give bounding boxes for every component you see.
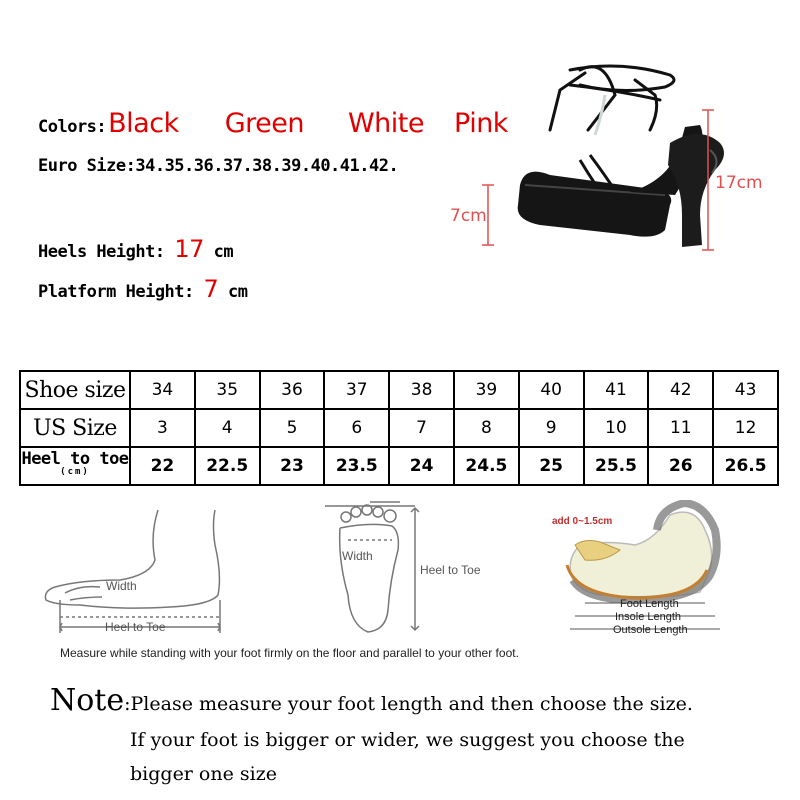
us-size-cell: 3	[130, 409, 195, 447]
top-width-label: Width	[342, 549, 373, 563]
platform-height-label: Platform Height:	[38, 282, 194, 302]
shoe-size-cell: 36	[260, 371, 325, 409]
euro-size-label: Euro Size:	[38, 156, 136, 176]
shoe-size-cell: 38	[389, 371, 454, 409]
us-size-cell: 6	[324, 409, 389, 447]
side-heel-to-toe-label: Heel to Toe	[105, 620, 166, 634]
measure-instructions: Measure while standing with your foot firmly on the floor and parallel to your other foot.	[60, 646, 519, 660]
euro-size-value: 34.35.36.37.38.39.40.41.42.	[135, 156, 399, 176]
note-text-3: bigger one size	[130, 763, 277, 785]
heel-to-toe-cell: 23.5	[324, 447, 389, 485]
color-white: White	[347, 108, 424, 139]
us-size-cell: 12	[713, 409, 778, 447]
shoe-size-cell: 35	[195, 371, 260, 409]
heel-to-toe-cell: 24	[389, 447, 454, 485]
us-size-cell: 7	[389, 409, 454, 447]
platform-height-row	[38, 275, 248, 303]
top-foot-diagram	[320, 500, 510, 640]
heels-height-row	[38, 235, 233, 263]
note-line-1	[50, 683, 693, 718]
size-chart-table	[19, 370, 779, 486]
shoe-size-cell: 43	[713, 371, 778, 409]
insole-length-label: Insole Length	[615, 611, 682, 623]
heels-height-value: 17	[174, 235, 204, 263]
heel-to-toe-cell: 25.5	[584, 447, 649, 485]
heel-to-toe-cell: 26.5	[713, 447, 778, 485]
heels-height-unit: cm	[213, 242, 234, 262]
heels-height-label: Heels Height:	[38, 242, 165, 262]
foot-length-label: Foot Length	[620, 598, 679, 610]
heel-to-toe-label: Heel to toe	[21, 449, 129, 469]
us-size-cell: 10	[584, 409, 649, 447]
insole-diagram	[545, 500, 745, 645]
color-green: Green	[224, 108, 304, 139]
shoe-size-cell: 37	[324, 371, 389, 409]
shoe-size-cell: 40	[519, 371, 584, 409]
us-size-row	[20, 409, 778, 447]
heel-to-toe-cell: 26	[648, 447, 713, 485]
side-width-label: Width	[106, 579, 137, 593]
heel-to-toe-header	[20, 447, 130, 485]
platform-height-unit: cm	[228, 282, 248, 302]
us-size-cell: 9	[519, 409, 584, 447]
us-size-cell: 5	[260, 409, 325, 447]
top-heel-to-toe-label: Heel to Toe	[420, 563, 481, 577]
side-foot-diagram	[40, 505, 240, 640]
us-size-cell: 4	[195, 409, 260, 447]
product-image	[430, 55, 770, 275]
heel-to-toe-cell: 22	[130, 447, 195, 485]
colors-label: Colors:	[38, 117, 107, 137]
heel-dim-label: 17cm	[715, 173, 763, 193]
us-size-cell: 8	[454, 409, 519, 447]
heel-to-toe-unit: (cm)	[60, 467, 90, 477]
shoe-size-cell: 39	[454, 371, 519, 409]
heel-to-toe-cell: 22.5	[195, 447, 260, 485]
platform-dim-label: 7cm	[450, 206, 487, 226]
us-size-header: US Size	[20, 409, 130, 447]
shoe-size-row	[20, 371, 778, 409]
heel-to-toe-row	[20, 447, 778, 485]
us-size-cell: 11	[648, 409, 713, 447]
color-pink: Pink	[454, 108, 508, 139]
note-text-2: If your foot is bigger or wider, we suggest you choose the	[130, 729, 685, 751]
shoe-size-cell: 42	[648, 371, 713, 409]
shoe-size-header: Shoe size	[20, 371, 130, 409]
heel-to-toe-cell: 25	[519, 447, 584, 485]
note-text-1: :Please measure your foot length and then choose the size.	[124, 693, 693, 715]
add-length-note: add 0~1.5cm	[552, 516, 613, 527]
note-label: Note	[50, 683, 125, 718]
color-black: Black	[108, 108, 179, 139]
heel-to-toe-cell: 23	[260, 447, 325, 485]
heel-to-toe-cell: 24.5	[454, 447, 519, 485]
euro-size-row	[38, 156, 398, 176]
shoe-size-cell: 34	[130, 371, 195, 409]
platform-height-value: 7	[203, 275, 219, 303]
outsole-length-label: Outsole Length	[613, 624, 688, 636]
shoe-size-cell: 41	[584, 371, 649, 409]
